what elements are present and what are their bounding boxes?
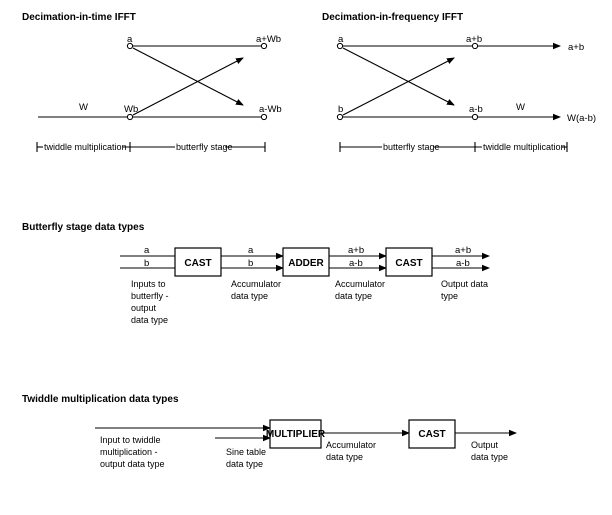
dif-butterfly-label: butterfly stage <box>383 142 440 152</box>
dif-node-diff <box>472 114 477 119</box>
tw-note-input: Input to twiddle multiplication - output data type <box>100 435 165 469</box>
bt-diff2: a-b <box>456 258 470 269</box>
tw-note-acc: Accumulator data type <box>326 440 377 462</box>
bt-mid-b: b <box>248 258 254 269</box>
dif-section <box>322 12 596 152</box>
bt-adder-label: ADDER <box>288 258 324 269</box>
bt-note-inputs: Inputs to butterfly - output data type <box>131 279 169 325</box>
dif-twiddle-label: twiddle multiplication <box>483 142 566 152</box>
dit-label-sum: a+Wb <box>256 34 282 45</box>
dit-section <box>22 12 282 152</box>
dif-label-b: b <box>338 104 344 115</box>
dif-cross-down <box>343 48 454 105</box>
dif-cross-up <box>343 58 454 115</box>
dit-title: Decimation-in-time IFFT <box>22 12 136 23</box>
bt-sum1: a+b <box>348 245 365 256</box>
bt-note-acc2: Accumulator data type <box>335 279 386 301</box>
bt-in-a: a <box>144 245 150 256</box>
bt-cast1-label: CAST <box>184 258 212 269</box>
dit-butterfly-label: butterfly stage <box>176 142 233 152</box>
bt-note-out: Output data type <box>441 279 489 301</box>
dit-label-diff: a-Wb <box>259 104 282 115</box>
dit-cross-down <box>133 48 243 105</box>
twiddle-types-section <box>22 394 516 469</box>
bt-cast2-label: CAST <box>395 258 423 269</box>
dif-label-diff: a-b <box>469 104 483 115</box>
dit-twiddle-label: twiddle multiplication <box>44 142 127 152</box>
twiddle-types-title: Twiddle multiplication data types <box>22 394 179 405</box>
bt-diff1: a-b <box>349 258 363 269</box>
dif-node-b <box>337 114 342 119</box>
dit-node-diff <box>261 114 266 119</box>
dif-label-sum: a+b <box>466 34 483 45</box>
dit-node-wb <box>127 114 132 119</box>
dif-label-out-top: a+b <box>568 42 585 53</box>
dit-label-w: W <box>79 102 88 113</box>
tw-note-out: Output data type <box>471 440 509 462</box>
tw-multiplier-label: MULTIPLIER <box>265 429 326 440</box>
dit-cross-up <box>133 58 243 115</box>
bt-sum2: a+b <box>455 245 472 256</box>
bt-mid-a: a <box>248 245 254 256</box>
dif-label-a: a <box>338 34 344 45</box>
tw-cast-label: CAST <box>418 429 446 440</box>
dit-label-wb: Wb <box>124 104 139 115</box>
dit-label-a: a <box>127 34 133 45</box>
tw-note-sine: Sine table data type <box>226 447 267 469</box>
dif-title: Decimation-in-frequency IFFT <box>322 12 464 23</box>
butterfly-types-title: Butterfly stage data types <box>22 222 145 233</box>
dif-label-w: W <box>516 102 525 113</box>
bt-in-b: b <box>144 258 150 269</box>
dif-label-out-bot: W(a-b) <box>567 113 597 124</box>
butterfly-types-section <box>22 222 491 325</box>
bt-note-acc1: Accumulator data type <box>231 279 282 301</box>
